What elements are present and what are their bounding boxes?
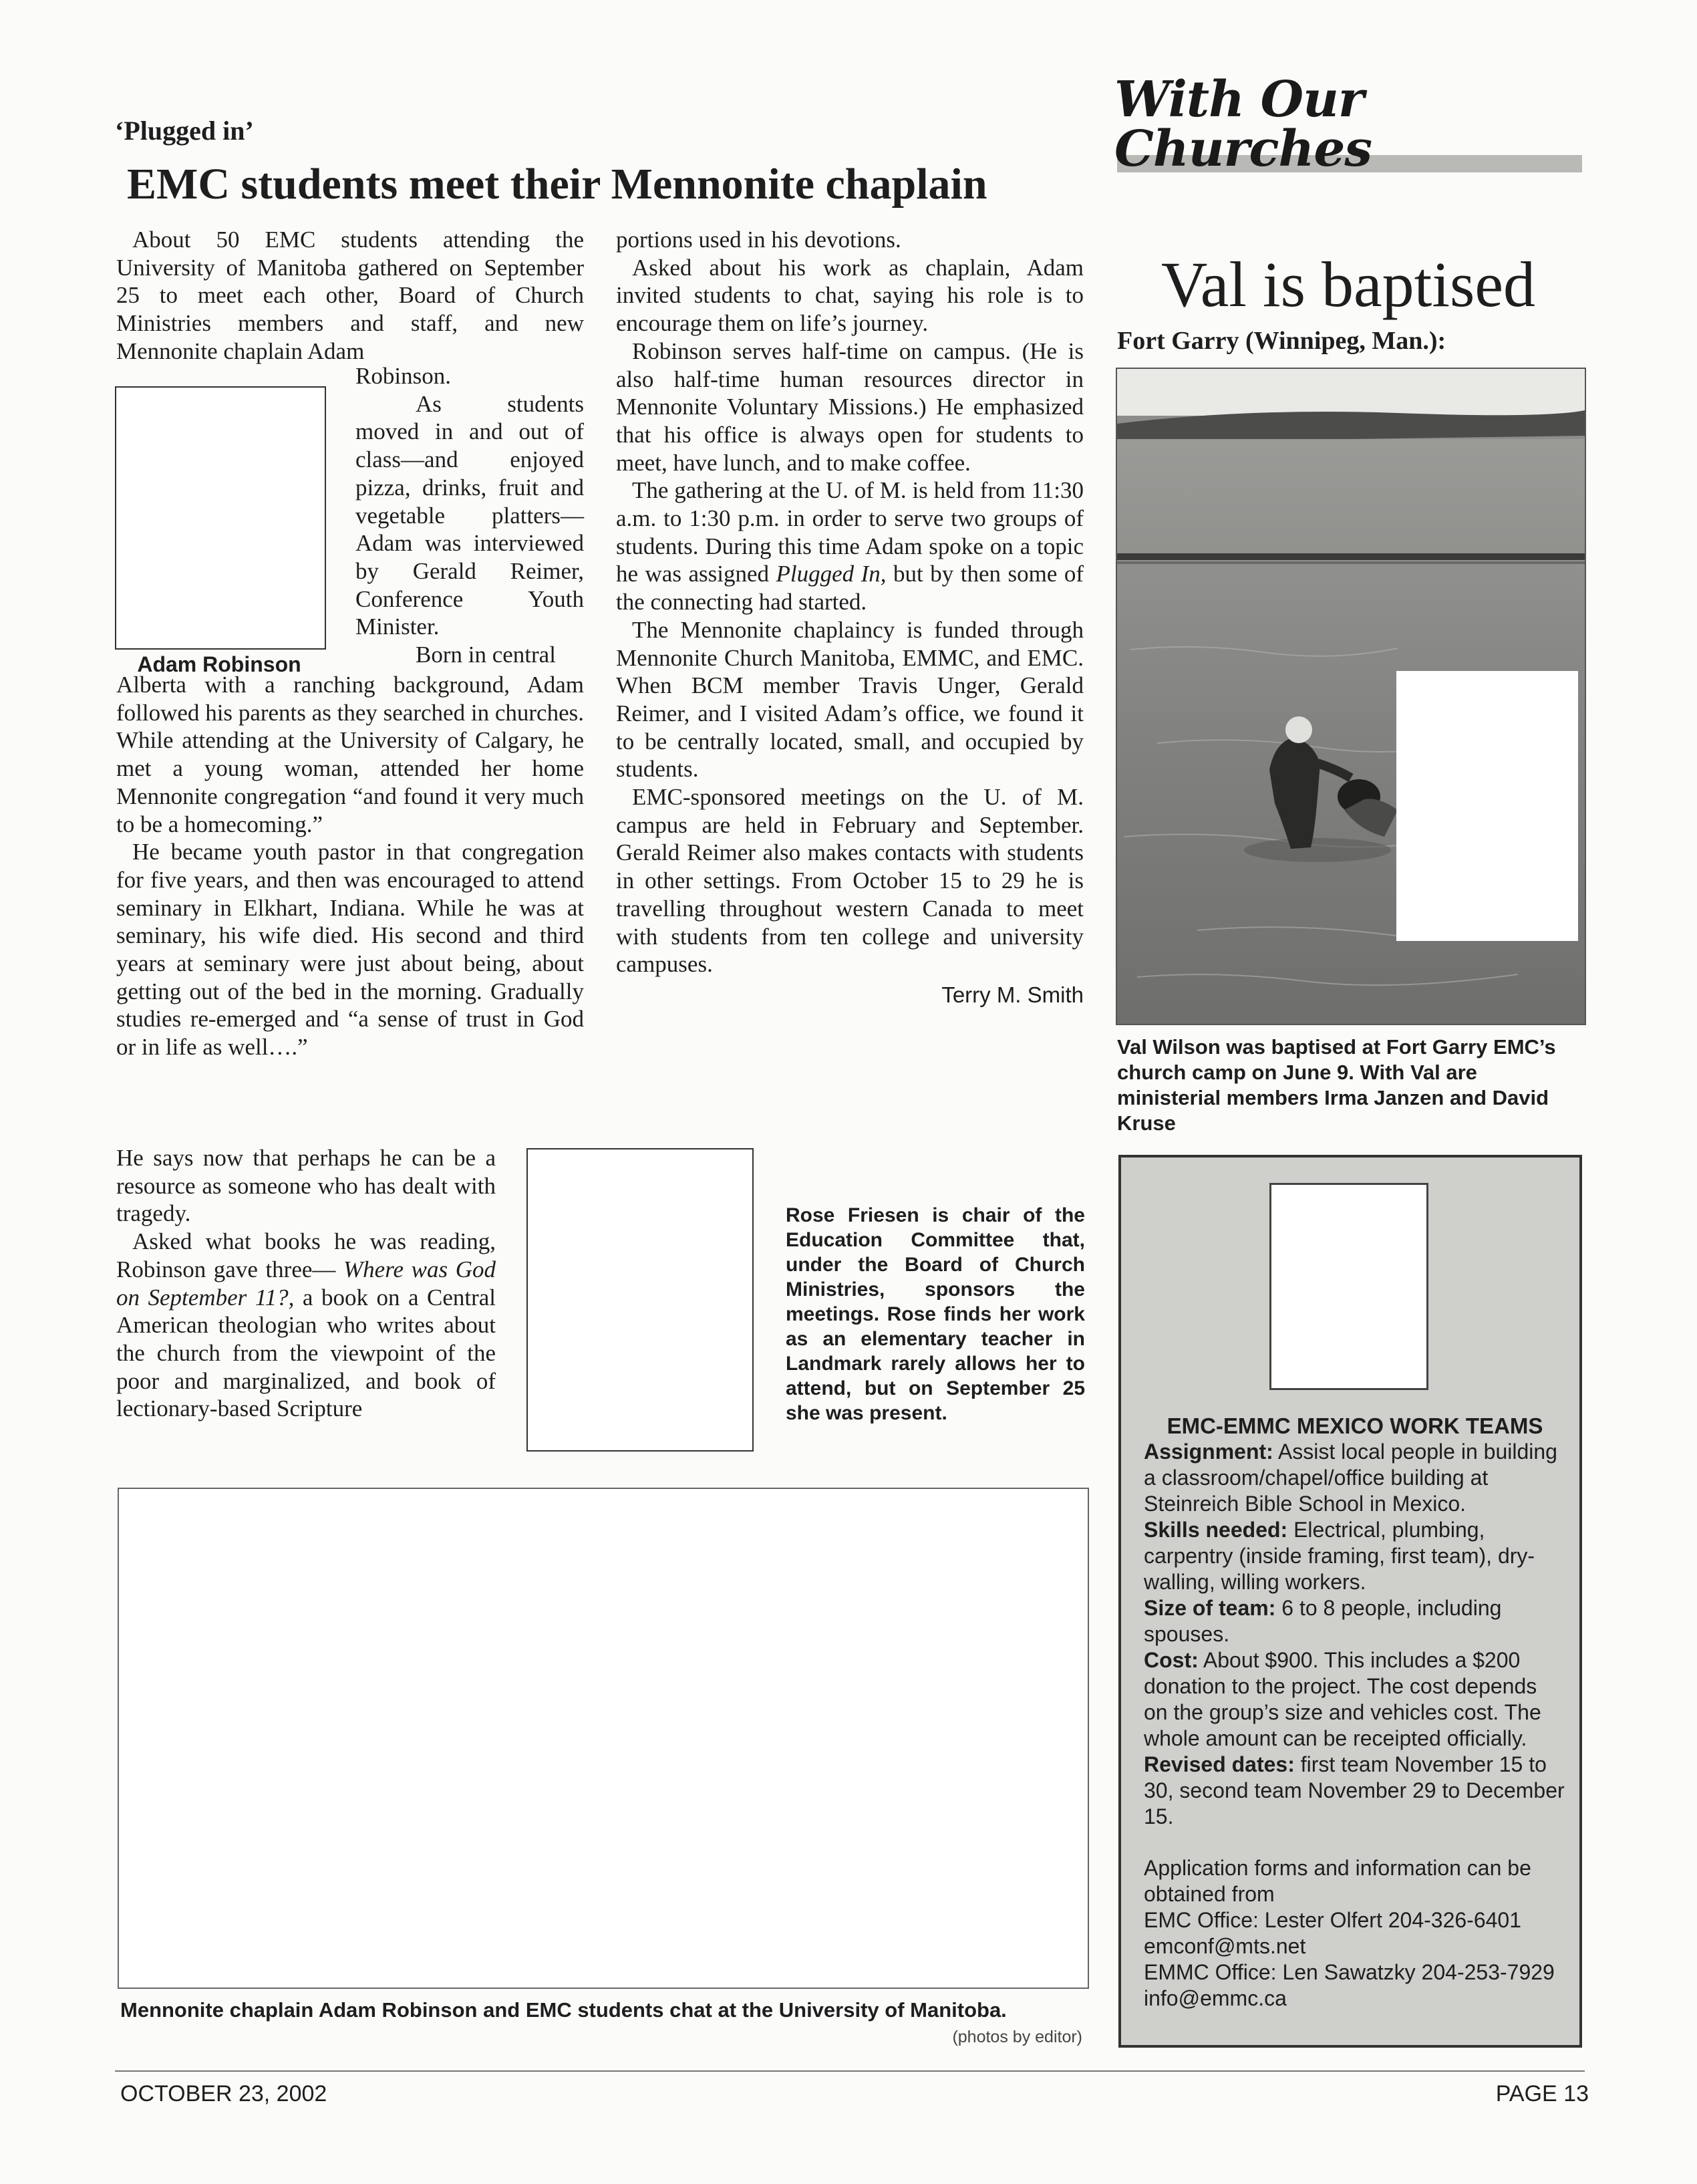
size-text: 6 to 8 people, including spouses. bbox=[1144, 1596, 1502, 1646]
photo-workteam bbox=[1269, 1183, 1428, 1390]
photo-adam-robinson bbox=[115, 386, 326, 650]
assignment-text: Assist local people in building a classroom/chapel/office building at Steinreich Bible School in Mexico. bbox=[1144, 1440, 1557, 1516]
column-1-middle bbox=[116, 671, 584, 1061]
size-label: Size of team: bbox=[1144, 1596, 1276, 1620]
photo-rose-friesen bbox=[526, 1148, 754, 1452]
photo-blank-area bbox=[1396, 671, 1578, 941]
footer-page-number: PAGE 13 bbox=[1495, 2081, 1589, 2106]
paragraph-3: Alberta with a ranching background, Adam followed his parents as they searched in churches. While attending at the University of Calgary, he met a young woman, attended her home Mennonite congregation “and found it very much to be a homecoming.” bbox=[116, 672, 584, 837]
col2-paragraph-0: portions used in his devotions. bbox=[616, 227, 901, 253]
book-title: Where was God on September 11?, bbox=[116, 1256, 496, 1311]
dock-shadow bbox=[1117, 561, 1585, 564]
column-1-bottom bbox=[116, 1145, 496, 1423]
dates-label: Revised dates: bbox=[1144, 1752, 1295, 1776]
photo-group-chat bbox=[118, 1488, 1089, 1989]
cost-label: Cost: bbox=[1144, 1648, 1199, 1672]
application-info: Application forms and information can be obtained from bbox=[1144, 1856, 1531, 1906]
column-2 bbox=[616, 226, 1084, 1009]
dock bbox=[1117, 553, 1585, 560]
column-1-top bbox=[116, 226, 584, 366]
article-headline: EMC students meet their Mennonite chaplain bbox=[127, 160, 987, 209]
col2-paragraph-3a: The gathering at the U. of M. is held from 11:30 a.m. to 1:30 p.m. in order to serve two groups of students. During this time Adam spoke on a topic he was assigned bbox=[616, 477, 1084, 587]
sidebar-location: Fort Garry (Winnipeg, Man.): bbox=[1117, 327, 1446, 355]
plugged-in-title: Plugged In, bbox=[776, 561, 887, 587]
paragraph-5-start: Asked what books he was reading, Robinson gave three— bbox=[116, 1228, 496, 1282]
baptism-scene bbox=[1117, 369, 1585, 1024]
footer-date: OCTOBER 23, 2002 bbox=[120, 2081, 327, 2106]
skills-text: Electrical, plumbing, carpentry (inside framing, first team), dry-walling, willing workers. bbox=[1144, 1518, 1535, 1594]
emc-email: emconf@mts.net bbox=[1144, 1934, 1306, 1958]
col2-paragraph-1: Asked about his work as chaplain, Adam invited students to chat, saying his role is to encourage them on life’s journey. bbox=[616, 254, 1084, 337]
column-1-wrap bbox=[355, 363, 584, 669]
dates-text: first team November 15 to 30, second team November 29 to December 15. bbox=[1144, 1752, 1565, 1828]
workteams-heading: EMC-EMMC MEXICO WORK TEAMS bbox=[1167, 1413, 1543, 1438]
paragraph-2: As students moved in and out of class—and enjoyed pizza, drinks, fruit and vegetable platters—Adam was interviewed by Gerald Reimer, Conference Youth Minister. bbox=[355, 390, 584, 640]
photo-credit: (photos by editor) bbox=[952, 2028, 1082, 2046]
paragraph-4: He became youth pastor in that congregation for five years, and then was encouraged to attend seminary in Elkhart, Indiana. While he was at seminary, his wife died. His second and third years at seminary were just about being, about getting out of the bed in the morning. Gradually studies re-emerged and “a sense of trust in God or in life as well….” bbox=[116, 839, 584, 1061]
sidebar-title: Val is baptised bbox=[1161, 249, 1535, 320]
col2-paragraph-2: Robinson serves half-time on campus. (He is also half-time human resources director in Mennonite Voluntary Missions.) He emphasized that his office is always open for students to meet, have lunch, and to make coffee. bbox=[616, 337, 1084, 476]
workteams-text bbox=[1144, 1413, 1566, 2012]
section-title: With Our Churches bbox=[1114, 71, 1372, 178]
skills-label: Skills needed: bbox=[1144, 1518, 1288, 1542]
paragraph-3-start: Born in central bbox=[416, 642, 556, 668]
section-banner bbox=[1114, 71, 1582, 179]
footer-rule bbox=[115, 2070, 1585, 2072]
paragraph-5-end: a book on a Central American theologian who writes about the church from the viewpoint of the poor and marginalized, and book of lectionary-based Scripture bbox=[116, 1284, 496, 1422]
emmc-office-contact: EMMC Office: Len Sawatzky 204-253-7929 info@emmc.ca bbox=[1144, 1960, 1555, 2010]
caption-adam-robinson: Adam Robinson bbox=[137, 652, 301, 676]
cost-text: About $900. This includes a $200 donation to the project. The cost depends on the group’s size and vehicles cost. The whole amount can be receipted officially. bbox=[1144, 1648, 1541, 1750]
caption-group-photo: Mennonite chaplain Adam Robinson and EMC students chat at the University of Manitoba. bbox=[120, 1998, 1007, 2022]
photo-baptism bbox=[1116, 368, 1586, 1025]
sky bbox=[1117, 369, 1585, 416]
paragraph-4-end: He says now that perhaps he can be a resource as someone who has dealt with tragedy. bbox=[116, 1145, 496, 1227]
byline: Terry M. Smith bbox=[941, 982, 1084, 1007]
col2-paragraph-3b: but by then some of the connecting had started. bbox=[616, 561, 1084, 616]
paragraph-1-end: Robinson. bbox=[355, 363, 451, 389]
article-kicker: ‘Plugged in’ bbox=[115, 116, 254, 146]
caption-rose-friesen: Rose Friesen is chair of the Education Committee that, under the Board of Church Ministries, sponsors the meetings. Rose finds her work as an elementary teacher in Landmark rarely allows her to attend, but on September 25 she was present. bbox=[786, 1204, 1085, 1424]
paragraph-1: About 50 EMC students attending the University of Manitoba gathered on September 25 to meet each other, Board of Church Ministries members and staff, and new Mennonite chaplain Adam bbox=[116, 227, 584, 364]
emc-office-contact: EMC Office: Lester Olfert 204-326-6401 bbox=[1144, 1908, 1522, 1932]
caption-baptism: Val Wilson was baptised at Fort Garry EMC’s church camp on June 9. With Val are ministerial members Irma Janzen and David Kruse bbox=[1117, 1035, 1556, 1135]
col2-paragraph-4: The Mennonite chaplaincy is funded through Mennonite Church Manitoba, EMMC, and EMC. When BCM member Travis Unger, Gerald Reimer, and I visited Adam’s office, we found it to be centrally located, small, and occupied by students. bbox=[616, 616, 1084, 783]
assignment-label: Assignment: bbox=[1144, 1440, 1273, 1464]
col2-paragraph-5: EMC-sponsored meetings on the U. of M. campus are held in February and September. Gerald Reimer also makes contacts with students in other settings. From October 15 to 29 he is travelling throughout western Canada to meet with students from ten college and university campuses. bbox=[616, 784, 1084, 978]
